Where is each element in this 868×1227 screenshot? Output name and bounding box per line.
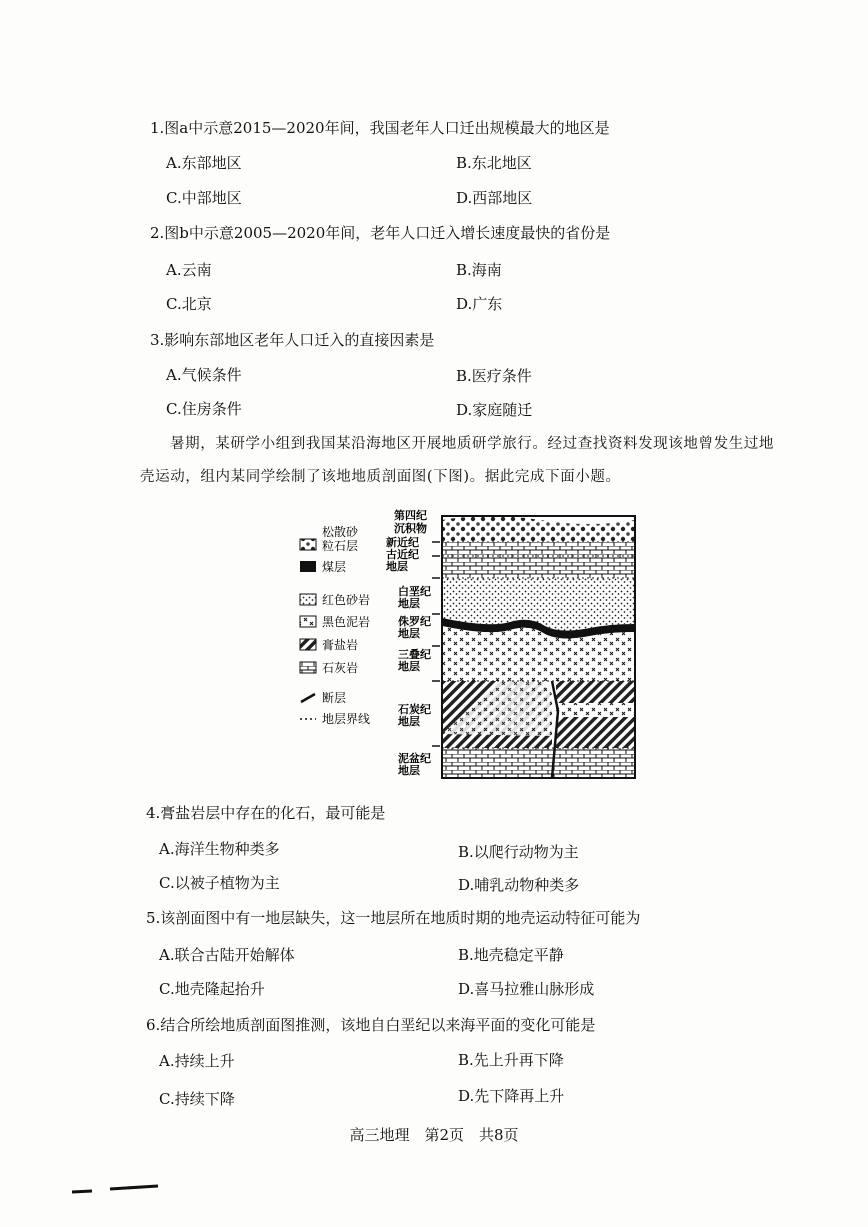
layer-paleogene — [442, 556, 635, 578]
q2-option-a: A.云南 — [166, 261, 212, 279]
label-paleogene-2: 地层 — [386, 560, 408, 573]
legend-label-gypsum-salt: 膏盐岩 — [322, 638, 359, 652]
q4-option-b: B.以爬行动物为主 — [458, 843, 579, 861]
label-paleogene-1: 古近纪 — [386, 548, 419, 561]
label-quaternary-2: 沉积物 — [394, 522, 427, 535]
legend-label-coal: 煤层 — [322, 560, 347, 574]
passage-line-1: 暑期，某研学小组到我国某沿海地区开展地质研学旅行。经过查找资料发现该地曾发生过地 — [170, 436, 774, 452]
layer-right-salt — [556, 681, 635, 703]
legend-label-red-sandstone: 红色砂岩 — [322, 593, 371, 607]
layer-right-mud — [556, 703, 635, 717]
label-carboniferous-2: 地层 — [398, 715, 420, 728]
legend-swatch-limestone — [300, 662, 316, 673]
q6-option-c: C.持续下降 — [159, 1090, 235, 1108]
question-4-stem: 4.膏盐岩层中存在的化石，最可能是 — [146, 804, 386, 822]
legend-label-boundary: 地层界线 — [322, 712, 371, 726]
legend-swatch-fault — [301, 694, 315, 702]
legend-swatch-black-mudstone — [300, 616, 316, 627]
section-block — [442, 516, 635, 778]
q3-option-b: B.医疗条件 — [456, 367, 532, 385]
q5-option-c: C.地壳隆起抬升 — [159, 980, 265, 998]
question-5-stem: 5.该剖面图中有一地层缺失，这一地层所在地质时期的地壳运动特征可能为 — [146, 909, 641, 927]
layer-neogene — [442, 542, 635, 556]
legend-swatch-gypsum-salt — [300, 639, 316, 650]
q5-option-d: D.喜马拉雅山脉形成 — [458, 980, 595, 998]
label-devonian-2: 地层 — [398, 764, 420, 777]
label-triassic-1: 三叠纪 — [398, 648, 431, 661]
q1-option-d: D.西部地区 — [456, 189, 533, 207]
scan-mark — [70, 1182, 170, 1198]
q1-option-a: A.东部地区 — [166, 154, 242, 172]
q6-option-a: A.持续上升 — [159, 1052, 235, 1070]
layer-quaternary — [442, 516, 635, 542]
legend-swatch-coal — [300, 561, 316, 572]
question-3-stem: 3.影响东部地区老年人口迁入的直接因素是 — [150, 331, 435, 349]
q3-option-a: A.气候条件 — [166, 366, 242, 384]
geologic-cross-section-figure — [290, 506, 650, 786]
question-6-stem: 6.结合所绘地质剖面图推测，该地自白垩纪以来海平面的变化可能是 — [146, 1016, 596, 1034]
layer-triassic — [442, 626, 635, 681]
q6-option-d: D.先下降再上升 — [458, 1087, 565, 1105]
q6-option-b: B.先上升再下降 — [458, 1051, 564, 1069]
passage-line-2: 壳运动，组内某同学绘制了该地地质剖面图(下图)。据此完成下面小题。 — [140, 469, 621, 485]
layer-devonian — [442, 748, 635, 778]
label-triassic-2: 地层 — [398, 660, 420, 673]
page-footer: 高三地理 第2页 共8页 — [349, 1126, 519, 1144]
layer-right-salt-2 — [556, 717, 635, 748]
q4-option-a: A.海洋生物种类多 — [159, 840, 280, 858]
q2-option-d: D.广东 — [456, 295, 503, 313]
legend-swatch-red-sandstone — [300, 594, 316, 605]
q1-option-b: B.东北地区 — [456, 154, 532, 172]
legend-label-fault: 断层 — [322, 691, 347, 705]
q5-option-b: B.地壳稳定平静 — [458, 946, 564, 964]
label-cretaceous-2: 地层 — [398, 597, 420, 610]
label-jurassic-2: 地层 — [398, 627, 420, 640]
q3-option-d: D.家庭随迁 — [456, 401, 533, 419]
legend-label-limestone: 石灰岩 — [322, 661, 359, 675]
label-devonian-1: 泥盆纪 — [398, 752, 431, 765]
label-cretaceous-1: 白垩纪 — [398, 585, 431, 598]
label-jurassic-1: 侏罗纪 — [398, 615, 431, 628]
label-quaternary-1: 第四纪 — [394, 509, 427, 522]
q2-option-c: C.北京 — [166, 295, 212, 313]
q1-option-c: C.中部地区 — [166, 189, 242, 207]
passage — [140, 428, 830, 494]
legend — [300, 524, 370, 726]
legend-swatch-gravel — [300, 539, 316, 550]
legend-label-gravel-2: 粒石层 — [322, 539, 359, 553]
q5-option-a: A.联合古陆开始解体 — [159, 946, 295, 964]
legend-label-gravel-1: 松散砂 — [322, 525, 359, 539]
question-1-stem: 1.图a中示意2015—2020年间，我国老年人口迁出规模最大的地区是 — [150, 119, 610, 137]
q4-option-c: C.以被子植物为主 — [159, 874, 280, 892]
label-neogene: 新近纪 — [386, 536, 419, 549]
legend-label-black-mudstone: 黑色泥岩 — [322, 615, 371, 629]
q4-option-d: D.哺乳动物种类多 — [458, 876, 580, 894]
strata-labels — [386, 508, 431, 777]
q3-option-c: C.住房条件 — [166, 400, 242, 418]
q2-option-b: B.海南 — [456, 261, 502, 279]
question-2-stem: 2.图b中示意2005—2020年间，老年人口迁入增长速度最快的省份是 — [150, 224, 611, 242]
label-carboniferous-1: 石炭纪 — [398, 703, 431, 716]
